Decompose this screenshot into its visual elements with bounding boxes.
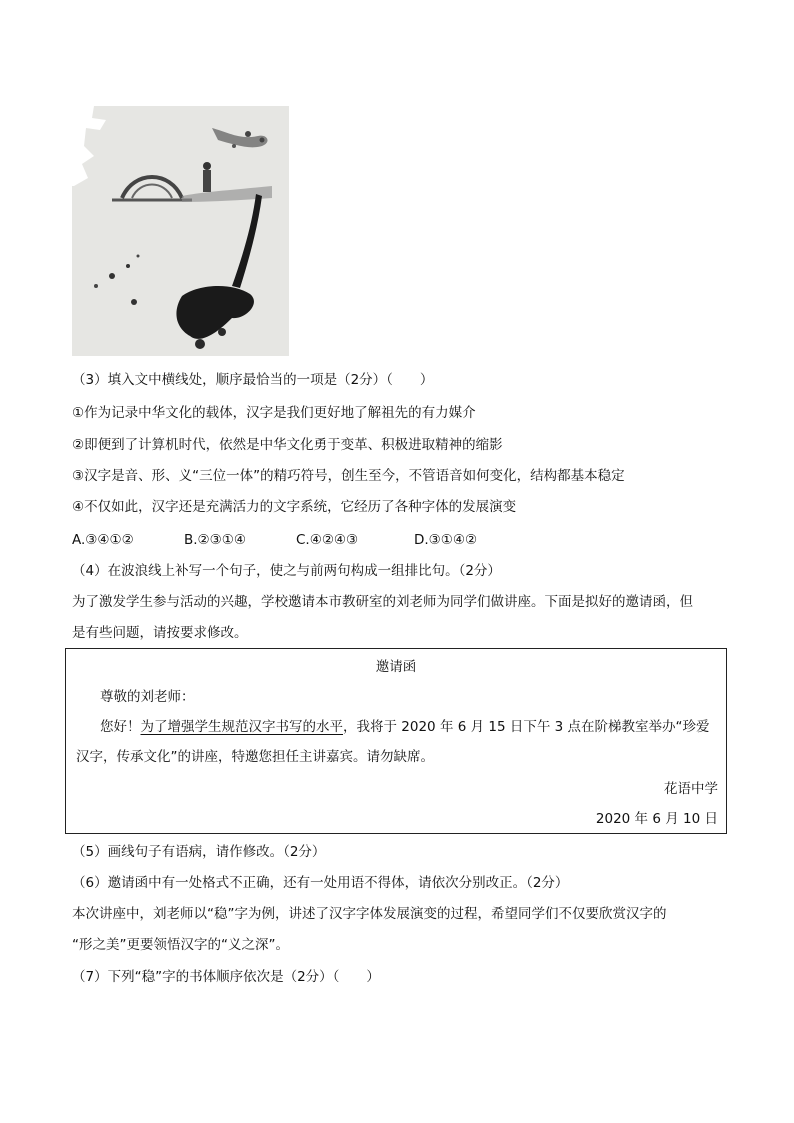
q3-question: （3）填入文中横线处，顺序最恰当的一项是（2分）（ ）	[72, 372, 434, 388]
underlined-sentence: 为了增强学生规范汉字书写的水平	[140, 719, 343, 735]
letter-salutation: 尊敬的刘老师：	[100, 689, 195, 705]
option-d[interactable]: D.③①④②	[414, 532, 478, 548]
letter-greeting: 您好！	[100, 719, 141, 735]
letter-signature: 花语中学	[664, 781, 718, 797]
letter-title: 邀请函	[375, 659, 417, 675]
letter-body-line-1	[100, 717, 710, 737]
para-line-1: 本次讲座中，刘老师以“稳”字为例，讲述了汉字字体发展演变的过程，希望同学们不仅要欣赏汉字的	[72, 906, 667, 922]
option-b[interactable]: B.②③①④	[184, 532, 246, 548]
ink-painting-image	[72, 106, 289, 356]
invitation-letter	[65, 648, 727, 834]
q5-question: （5）画线句子有语病，请作修改。（2分）	[72, 844, 326, 860]
para-line-2: “形之美”更要领悟汉字的“义之深”。	[72, 937, 289, 953]
option-c[interactable]: C.④②④③	[296, 532, 359, 548]
intro-line-1: 为了激发学生参与活动的兴趣，学校邀请本市教研室的刘老师为同学们做讲座。下面是拟好的邀请函，但	[72, 594, 693, 610]
intro-line-2: 是有些问题，请按要求修改。	[72, 625, 248, 641]
q4-question: （4）在波浪线上补写一个句子，使之与前两句构成一组排比句。（2分）	[72, 563, 501, 579]
q3-item-4: ④不仅如此，汉字还是充满活力的文字系统，它经历了各种字体的发展演变	[72, 499, 517, 515]
letter-date: 2020 年 6 月 10 日	[595, 811, 718, 827]
q3-item-1: ①作为记录中华文化的载体，汉字是我们更好地了解祖先的有力媒介	[72, 405, 476, 421]
letter-body-rest: ，我将于 2020 年 6 月 15 日下午 3 点在阶梯教室举办“珍爱	[343, 719, 710, 735]
q6-question: （6）邀请函中有一处格式不正确，还有一处用语不得体，请依次分别改正。（2分）	[72, 875, 569, 891]
option-a[interactable]: A.③④①②	[72, 532, 134, 548]
q7-question: （7）下列“稳”字的书体顺序依次是（2分）（ ）	[72, 969, 380, 985]
q3-item-3: ③汉字是音、形、义“三位一体”的精巧符号，创生至今，不管语音如何变化，结构都基本稳定	[72, 468, 625, 484]
q3-options	[72, 530, 672, 550]
q3-item-2: ②即便到了计算机时代，依然是中华文化勇于变革、积极进取精神的缩影	[72, 437, 503, 453]
letter-body-line-2: 汉字，传承文化”的讲座，特邀您担任主讲嘉宾。请勿缺席。	[76, 749, 434, 765]
